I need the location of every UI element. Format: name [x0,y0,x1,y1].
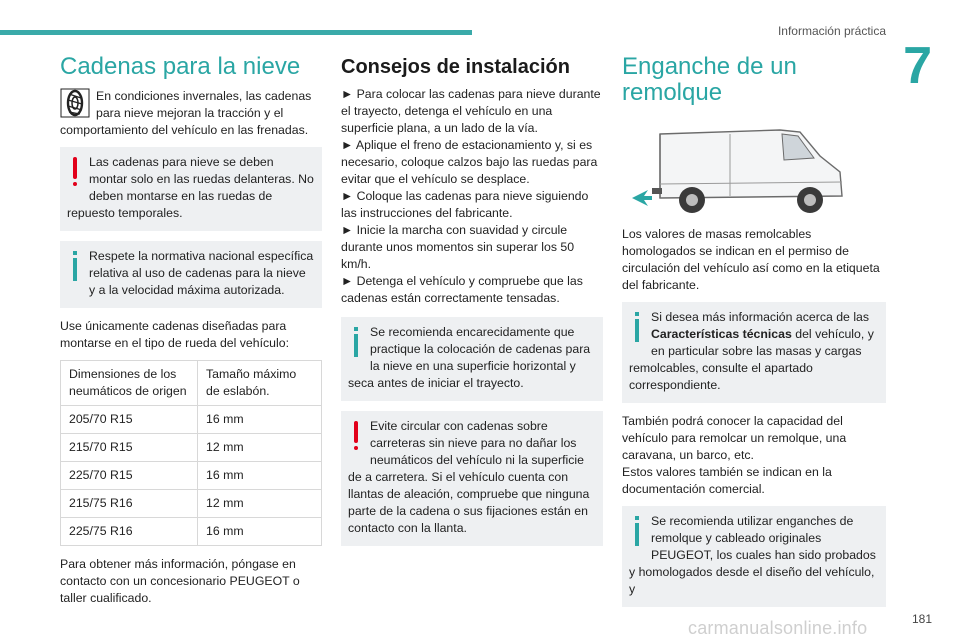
snow-chains-intro: En condiciones invernales, las cadenas para nieve mejoran la tracción y el comportamiento del vehículo en las frenadas. [60,89,312,137]
info-note: Si desea más información acerca de las Características técnicas del vehículo, y en particular sobre las masas y cargas remolcables, consulte el apartado correspondiente. [622,302,886,403]
info-icon [629,515,645,549]
table-header-cell: Tamaño máximo de eslabón. [198,361,322,406]
tire-chain-icon [60,88,90,118]
warning-icon [67,156,83,190]
technical-specs-link-text: Características técnicas [651,327,792,341]
table-cell: 205/70 R15 [61,406,198,434]
table-cell: 225/70 R15 [61,462,198,490]
van-towbar-illustration [630,114,850,222]
step-item: ► Coloque las cadenas para nieve siguiendo las instrucciones del fabricante. [341,189,589,220]
warning-note: Evite circular con cadenas sobre carreteras sin nieve para no dañar los neumáticos del vehículo ni la superficie de a carretera. Si el vehículo cuenta con llantas de aleación, compruebe que ninguna parte de la cadena o sus fijaciones están en contacto con la llanta. [341,411,603,546]
table-cell: 16 mm [198,462,322,490]
top-accent-bar [0,30,472,35]
step-item: ► Aplique el freno de estacionamiento y, si es necesario, coloque calzos bajo las ruedas para evitar que el vehículo se desplace. [341,138,598,186]
table-row [61,406,322,434]
table-header-row [61,361,322,406]
installation-tips-title: Consejos de instalación [341,56,570,78]
info-note: Se recomienda utilizar enganches de remolque y cableado originales PEUGEOT, los cuales han sido probados y homologados desde el diseño del vehículo, y [622,506,886,607]
tire-chain-table [60,360,322,546]
towing-capacity-text: También podrá conocer la capacidad del vehículo para remolcar un remolque, una caravana, un barco, etc. [622,414,847,462]
snow-chains-column [60,54,322,615]
table-cell: 215/70 R15 [61,434,198,462]
chains-usage-text: Use únicamente cadenas diseñadas para montarse en el tipo de rueda del vehículo: [60,319,290,350]
table-cell: 16 mm [198,406,322,434]
contact-dealer-text: Para obtener más información, póngase en contacto con un concesionario PEUGEOT o taller cualificado. [60,557,300,605]
warning-icon [348,420,364,454]
commercial-docs-text: Estos valores también se indican en la documentación comercial. [622,465,832,496]
table-cell: 12 mm [198,434,322,462]
towing-title: Enganche de un remolque [622,53,797,106]
towing-column [622,54,886,617]
info-icon [67,250,83,284]
info-note: Respete la normativa nacional específica relativa al uso de cadenas para la nieve y a la velocidad máxima autorizada. [60,241,322,308]
table-cell: 12 mm [198,490,322,518]
step-item: ► Para colocar las cadenas para nieve durante el trayecto, detenga el vehículo en una superficie plana, a un lado de la vía. [341,87,601,135]
page-number: 181 [911,612,932,626]
table-row [61,490,322,518]
table-row [61,518,322,546]
warning-note: Las cadenas para nieve se deben montar solo en las ruedas delanteras. No deben montarse en las ruedas de repuesto temporales. [60,147,322,231]
section-header: Información práctica [777,24,886,38]
watermark: carmanualsonline.info [688,618,868,638]
snow-chains-title: Cadenas para la nieve [60,53,301,80]
chapter-number: 7 [903,37,932,95]
table-row [61,462,322,490]
installation-steps [341,86,603,307]
table-cell: 16 mm [198,518,322,546]
table-cell: 225/75 R16 [61,518,198,546]
step-item: ► Inicie la marcha con suavidad y circule durante unos momentos sin superar los 50 km/h. [341,223,575,271]
installation-tips-column [341,54,603,556]
info-note: Se recomienda encarecidamente que practique la colocación de cadenas para la nieve en una superficie horizontal y seca antes de iniciar el trayecto. [341,317,603,401]
table-header-cell: Dimensiones de los neumáticos de origen [61,361,198,406]
towing-masses-text: Los valores de masas remolcables homologados se indican en el permiso de circulación del vehículo así como en la etiqueta del fabricante. [622,227,880,292]
info-icon [348,326,364,360]
info-icon [629,311,645,345]
table-cell: 215/75 R16 [61,490,198,518]
step-item: ► Detenga el vehículo y compruebe que las cadenas están correctamente tensadas. [341,274,583,305]
table-row [61,434,322,462]
